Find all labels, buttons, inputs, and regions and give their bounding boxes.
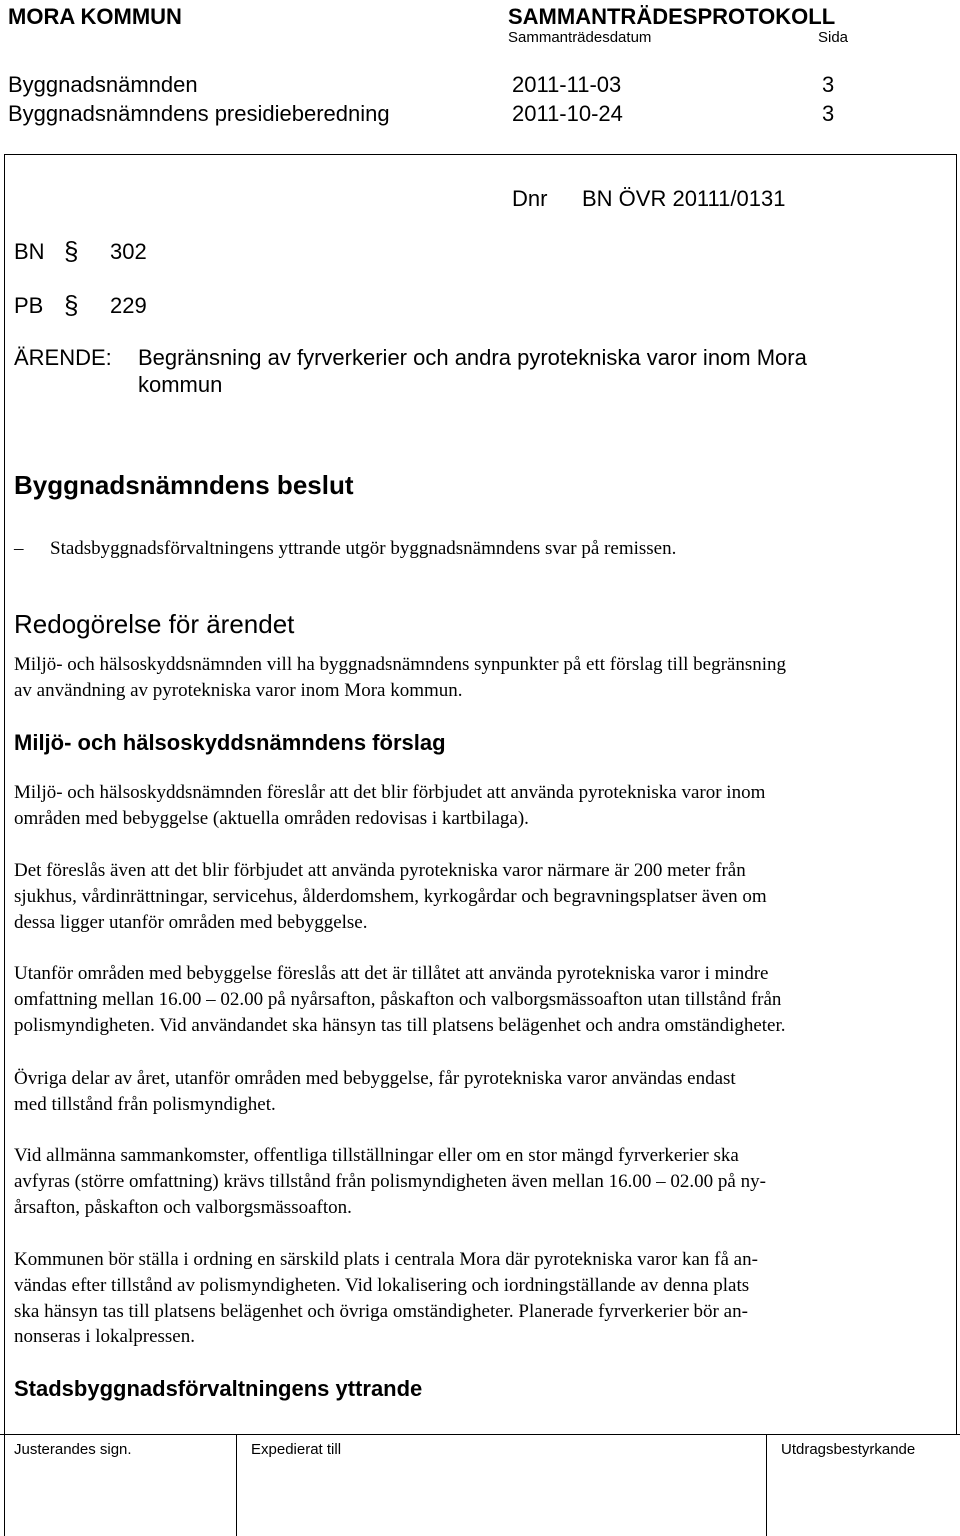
text-line: Övriga delar av året, utanför områden med bebyggelse, får pyrotekniska varor användas endast (14, 1068, 736, 1089)
section-symbol: § (64, 236, 79, 266)
text-line: avfyras (större omfattning) krävs tillstånd från polismyndigheten även mellan 16.00 – 02.00 på ny- (14, 1170, 766, 1192)
bullet-dash: – (14, 538, 24, 559)
document-type: SAMMANTRÄDESPROTOKOLL (508, 4, 836, 29)
arende-title-line: Begränsning av fyrverkerier och andra pyrotekniska varor inom Mora (138, 345, 807, 370)
text-line: Vid allmänna sammankomster, offentliga tillställningar eller om en stor mängd fyrverkerier ska (14, 1145, 739, 1166)
section-symbol: § (64, 290, 79, 320)
forslag-paragraph-6 (14, 1247, 919, 1350)
footer-utdragsbestyrkande: Utdragsbestyrkande (781, 1441, 916, 1458)
arende-title-line: kommun (138, 372, 223, 397)
page-column-label: Sida (818, 29, 849, 46)
text-line: nonseras i lokalpressen. (14, 1326, 195, 1348)
text-line: vändas efter tillstånd av polismyndigheten. Vid lokalisering och iordningställande av denna plats (14, 1274, 750, 1296)
text-line: med tillstånd från polismyndighet. (14, 1093, 276, 1115)
text-line: dessa ligger utanför områden med bebyggelse. (14, 911, 368, 933)
text-line: polismyndigheten. Vid användandet ska hänsyn tas till platsens belägenhet och andra omständigheter. (14, 1014, 786, 1036)
text-line: ska hänsyn tas till platsens belägenhet och övriga omständigheter. Planerade fyrverkerier bör an- (14, 1300, 748, 1322)
paragraph-org: PB (14, 293, 44, 318)
meeting-date: 2011-11-03 (512, 72, 622, 97)
date-column-label: Sammanträdesdatum (508, 29, 652, 46)
footer-top-border (0, 1434, 960, 1435)
beslut-text: Stadsbyggnadsförvaltningens yttrande utgör byggnadsnämndens svar på remissen. (50, 538, 677, 559)
text-line: Utanför områden med bebyggelse föreslås att det är tillåtet att använda pyrotekniska varor i mindre (14, 963, 769, 984)
paragraph-number: 302 (110, 239, 147, 264)
redogorelse-text (14, 652, 919, 704)
text-line: Miljö- och hälsoskyddsnämnden föreslår att det blir förbjudet att använda pyrotekniska varor inom (14, 782, 766, 803)
footer-divider (236, 1434, 237, 1536)
forslag-paragraph-5 (14, 1143, 919, 1220)
meeting-page: 3 (822, 101, 835, 126)
forslag-paragraph-1 (14, 780, 919, 832)
forslag-heading: Miljö- och hälsoskyddsnämndens förslag (14, 730, 446, 755)
text-line: områden med bebyggelse (aktuella områden redovisas i kartbilaga). (14, 807, 529, 829)
org-name: MORA KOMMUN (8, 4, 182, 29)
footer-divider (766, 1434, 767, 1536)
footer-justerandes-sign: Justerandes sign. (14, 1441, 132, 1458)
text-line: omfattning mellan 16.00 – 02.00 på nyårsafton, påskafton och valborgsmässoafton utan tillstånd från (14, 988, 782, 1010)
paragraph-org: BN (14, 239, 45, 264)
text-line: årsafton, påskafton och valborgsmässoafton. (14, 1196, 352, 1218)
text-line: av användning av pyrotekniska varor inom Mora kommun. (14, 679, 463, 701)
dnr-label: Dnr (512, 186, 548, 211)
text-line: Miljö- och hälsoskyddsnämnden vill ha byggnadsnämndens synpunkter på ett förslag till begränsning (14, 654, 787, 675)
text-line: Kommunen bör ställa i ordning en särskild plats i centrala Mora där pyrotekniska varor kan få an- (14, 1249, 758, 1270)
forslag-paragraph-2 (14, 858, 919, 935)
frame-right-border (956, 154, 957, 1434)
footer-expedierat-till: Expedierat till (251, 1441, 342, 1458)
paragraph-number: 229 (110, 293, 147, 318)
yttrande-heading: Stadsbyggnadsförvaltningens yttrande (14, 1376, 423, 1401)
frame-left-border (4, 154, 5, 1434)
text-line: Det föreslås även att det blir förbjudet att använda pyrotekniska varor närmare är 200 meter från (14, 860, 746, 881)
frame-top-border (4, 154, 957, 155)
meeting-page: 3 (822, 72, 835, 97)
meeting-date: 2011-10-24 (512, 101, 623, 126)
dnr-value: BN ÖVR 20111/0131 (582, 186, 786, 211)
meeting-body: Byggnadsnämnden (8, 72, 198, 97)
text-line: sjukhus, vårdinrättningar, servicehus, ålderdomshem, kyrkogårdar och begravningsplatser även om (14, 885, 767, 907)
redogorelse-heading: Redogörelse för ärendet (14, 609, 295, 639)
footer-divider (4, 1434, 5, 1536)
arende-label: ÄRENDE: (14, 345, 112, 370)
forslag-paragraph-4 (14, 1066, 919, 1118)
beslut-heading: Byggnadsnämndens beslut (14, 470, 354, 500)
meeting-body: Byggnadsnämndens presidieberedning (8, 101, 390, 126)
forslag-paragraph-3 (14, 961, 919, 1038)
